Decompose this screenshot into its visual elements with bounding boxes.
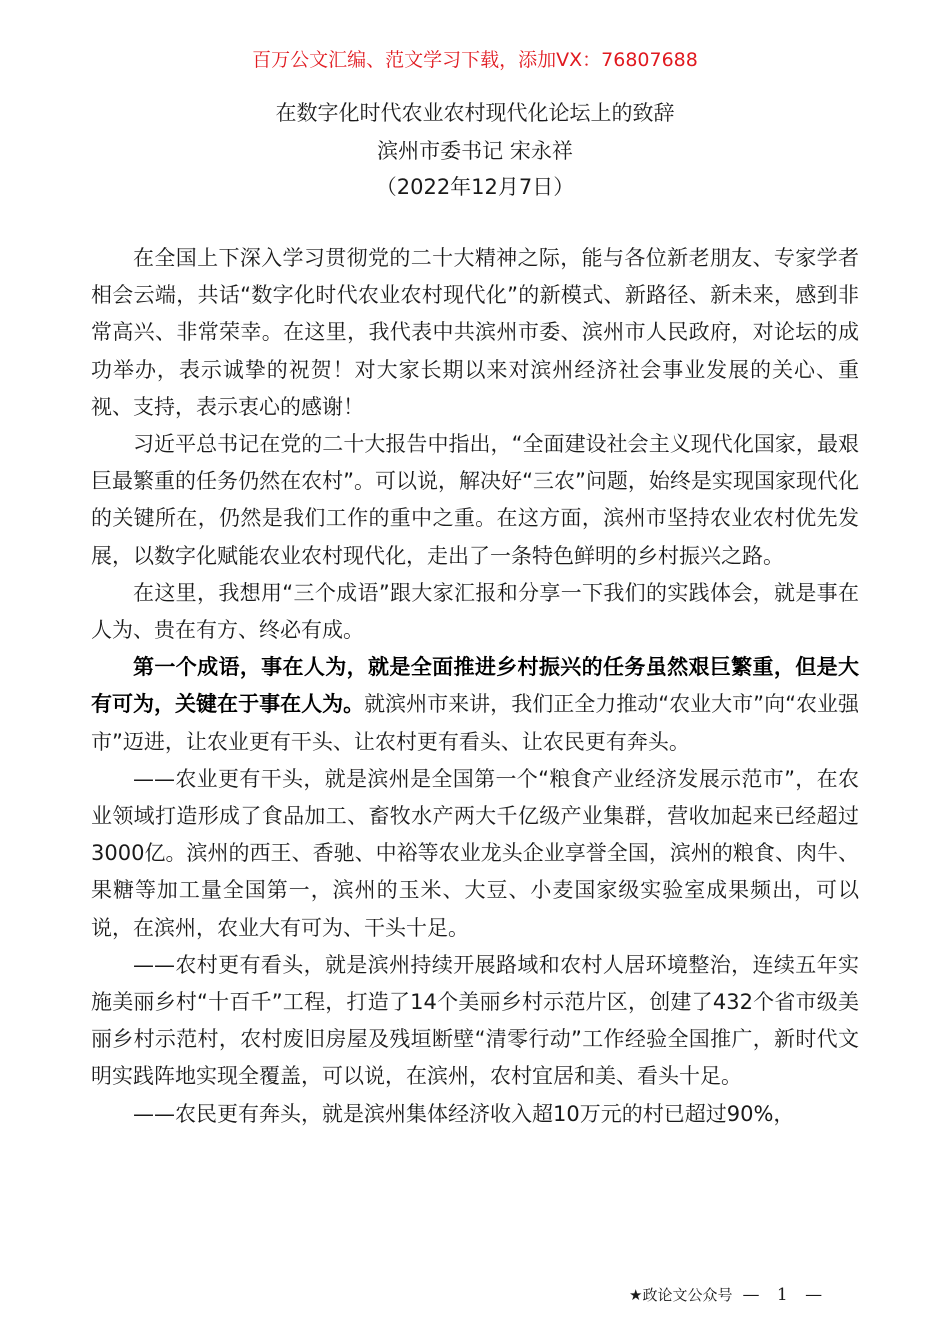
paragraph-text: ——农业更有干头，就是滨州是全国第一个“粮食产业经济发展示范市”，在农业领域打造形成了食品加工、畜牧水产两大千亿级产业集群，营收加起来已经超过3000亿。滨州的西王、香驰、中裕等农业龙头企业享誉全国，滨州的粮食、肉牛、果糖等加工量全国第一，滨州的玉米、大豆、小麦国家级实验室成果频出，可以说，在滨州，农业大有可为、干头十足。 bbox=[91, 766, 859, 940]
paragraph-bold-lead: 第一个成语，事在人为，就是全面推进乡村振兴的任务虽然艰巨繁重，但是大有可为，关键在于事在人为。 bbox=[91, 655, 859, 717]
paragraph-text: 在全国上下深入学习贯彻党的二十大精神之际，能与各位新老朋友、专家学者相会云端，共话“数字化时代农业农村现代化”的新模式、新路径、新未来，感到非常高兴、非常荣幸。在这里，我代表中共滨州市委、滨州市人民政府，对论坛的成功举办，表示诚挚的祝贺！对大家长期以来对滨州经济社会事业发展的关心、重视、支持，表示衷心的感谢！ bbox=[91, 246, 859, 419]
paragraph-text: 在这里，我想用“三个成语”跟大家汇报和分享一下我们的实践体会，就是事在人为、贵在有方、终必有成。 bbox=[91, 580, 859, 643]
paragraph-text: ——农村更有看头，就是滨州持续开展路域和农村人居环境整治，连续五年实施美丽乡村“十百千”工程，打造了14个美丽乡村示范片区，创建了432个省市级美丽乡村示范村，农村废旧房屋及残垣断壁“清零行动”工作经验全国推广，新时代文明实践阵地实现全覆盖，可以说，在滨州，农村宜居和美、看头十足。 bbox=[91, 952, 859, 1089]
paragraph bbox=[91, 947, 859, 1096]
paragraph-text: 习近平总书记在党的二十大报告中指出，“全面建设社会主义现代化国家，最艰巨最繁重的任务仍然在农村”。可以说，解决好“三农”问题，始终是实现国家现代化的关键所在，仍然是我们工作的重中之重。在这方面，滨州市坚持农业农村优先发展，以数字化赋能农业农村现代化，走出了一条特色鲜明的乡村振兴之路。 bbox=[91, 432, 859, 568]
watermark-banner: 百万公文汇编、范文学习下载，添加VX：76807688 bbox=[252, 49, 698, 71]
page-footer bbox=[629, 1283, 828, 1307]
document-author: 滨州市委书记 宋永祥 bbox=[377, 139, 573, 163]
page-number: — 1 — bbox=[742, 1285, 829, 1305]
paragraph bbox=[91, 649, 859, 761]
paragraph bbox=[91, 1096, 859, 1133]
paragraph bbox=[91, 575, 859, 649]
document-body bbox=[91, 240, 859, 1133]
paragraph bbox=[91, 761, 859, 947]
document-date: （2022年12月7日） bbox=[375, 175, 575, 199]
paragraph-text: ——农民更有奔头，就是滨州集体经济收入超10万元的村已超过90%， bbox=[133, 1101, 795, 1126]
document-title: 在数字化时代农业农村现代化论坛上的致辞 bbox=[275, 101, 675, 125]
footer-source: ★政论文公众号 bbox=[629, 1286, 733, 1304]
paragraph bbox=[91, 426, 859, 575]
paragraph-text: 就滨州市来讲，我们正全力推动“农业大市”向“农业强市”迈进，让农业更有干头、让农村更有看头、让农民更有奔头。 bbox=[91, 692, 859, 754]
paragraph bbox=[91, 240, 859, 426]
